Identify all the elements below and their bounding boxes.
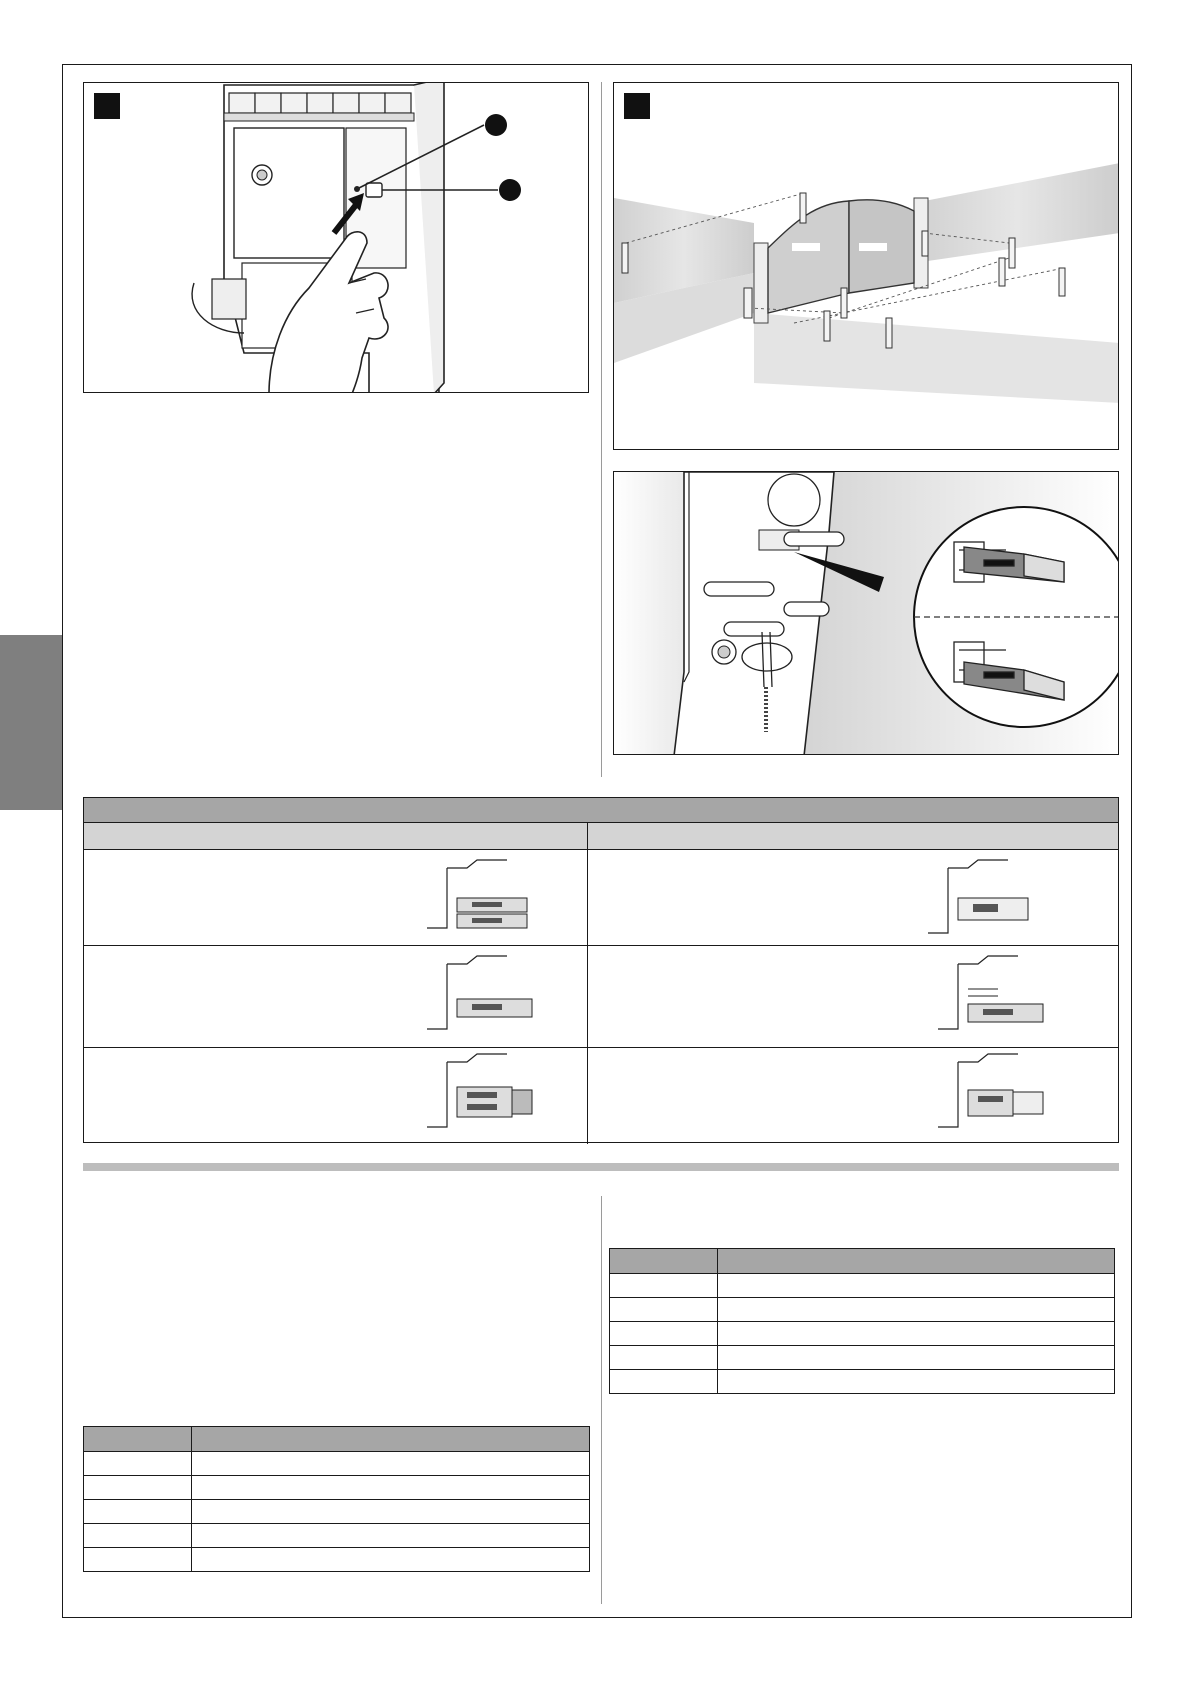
jumper-position-icon (928, 1052, 1058, 1137)
table-row (610, 1322, 1115, 1346)
jumper-detail-illustration (614, 472, 1119, 755)
jumper-position-icon (928, 954, 1058, 1039)
table-cell (84, 1452, 192, 1476)
table-cell (84, 1500, 192, 1524)
table-cell (84, 850, 588, 945)
table-row (84, 946, 1118, 1048)
jumper-position-icon (417, 954, 547, 1039)
table-cell (718, 1370, 1115, 1394)
section-separator (83, 1163, 1119, 1171)
table-cell (84, 1048, 588, 1144)
table-row (84, 1048, 1118, 1144)
table-cell (84, 946, 588, 1047)
jumper-config-table (83, 797, 1119, 1143)
table-row (610, 1370, 1115, 1394)
table-cell (192, 1500, 590, 1524)
side-section-tab (0, 635, 62, 810)
table-row (84, 850, 1118, 946)
table-cell (610, 1274, 718, 1298)
table-row (610, 1274, 1115, 1298)
table-header-cell (192, 1427, 590, 1452)
column-separator-bottom (601, 1196, 602, 1604)
figure-jumper-detail (613, 471, 1119, 755)
table-row (84, 1524, 590, 1548)
left-table (83, 1426, 590, 1572)
gate-illustration (614, 83, 1119, 450)
table-row (84, 1452, 590, 1476)
table-cell (610, 1370, 718, 1394)
column-separator-top (601, 82, 602, 777)
jumper-position-icon (417, 858, 547, 938)
table-row (84, 1500, 590, 1524)
table-cell (84, 1524, 192, 1548)
table-cell (610, 1346, 718, 1370)
table-row (610, 1346, 1115, 1370)
jumper-position-icon (918, 858, 1048, 938)
table-cell (718, 1322, 1115, 1346)
figure-photocell-layout (613, 82, 1119, 450)
table-cell (192, 1524, 590, 1548)
table-column-headers (84, 823, 1118, 850)
table-row (610, 1298, 1115, 1322)
table-header-cell (84, 1427, 192, 1452)
table-cell (610, 1298, 718, 1322)
table-cell (192, 1548, 590, 1572)
callout-1 (485, 114, 507, 136)
table-header-cell (718, 1249, 1115, 1274)
column-header-left (84, 823, 588, 849)
table-cell (610, 1322, 718, 1346)
jumper-position-icon (417, 1052, 547, 1137)
table-cell (84, 1548, 192, 1572)
table-cell (192, 1476, 590, 1500)
callout-2 (499, 179, 521, 201)
right-table (609, 1248, 1115, 1394)
table-cell (588, 1048, 1118, 1144)
table-title-bar (84, 798, 1118, 823)
table-row (84, 1548, 590, 1572)
table-cell (84, 1476, 192, 1500)
table-row (84, 1476, 590, 1500)
table-cell (588, 946, 1118, 1047)
figure-control-unit (83, 82, 589, 393)
table-cell (718, 1298, 1115, 1322)
table-header-cell (610, 1249, 718, 1274)
control-unit-illustration (84, 83, 589, 393)
table-cell (718, 1346, 1115, 1370)
table-cell (718, 1274, 1115, 1298)
column-header-right (588, 823, 1118, 849)
table-cell (588, 850, 1118, 945)
table-cell (192, 1452, 590, 1476)
